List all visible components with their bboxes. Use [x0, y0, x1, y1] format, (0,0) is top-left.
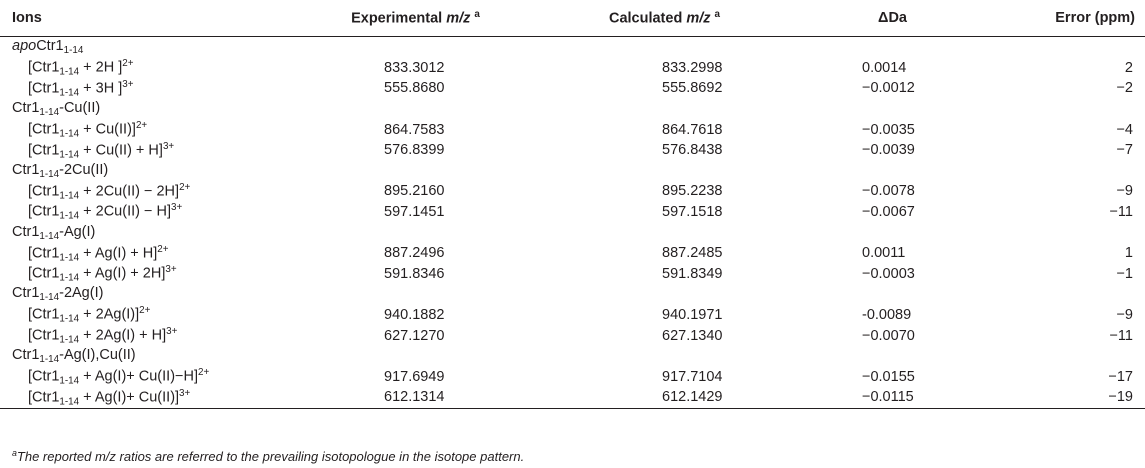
ion-formula: $[Ctr1_{1-14} + Ag(I)+ Cu(II)-H]^{2+}$: [28, 367, 210, 387]
table-row: [0, 387, 1145, 408]
table-body: [0, 37, 1145, 409]
table-row: [0, 181, 1145, 202]
group-label: $Ctr1_{1-14}-Ag(I)$: [12, 223, 96, 242]
group-label: $apoCtr1_{1-14}$: [12, 38, 84, 57]
table-header: [0, 0, 1145, 37]
experimental-mz-cell: 612.1314: [300, 387, 531, 408]
calculated-mz-cell: 555.8692: [662, 80, 723, 97]
group-row: [0, 346, 1145, 367]
ion-formula: $[Ctr1_{1-14} + Cu(II) + H]^{3+}$: [28, 140, 175, 160]
error-ppm-cell: 2: [1124, 59, 1133, 76]
header-experimental-mz: Experimental m/z $^a$: [300, 0, 531, 37]
delta-da-cell: −0.0115: [798, 387, 987, 408]
ion-formula: $[Ctr1_{1-14} + Ag(I) + H]^{2+}$: [28, 243, 169, 263]
error-ppm-cell: −11: [1109, 204, 1133, 221]
table-row: [0, 119, 1145, 140]
table-row: [0, 264, 1145, 285]
table-row: [0, 202, 1145, 223]
table-footnote: $^a$The reported m/z ratios are referred to the prevailing isotopologue in the isotope pattern.: [12, 448, 525, 464]
group-row: [0, 37, 1145, 58]
table-row: [0, 305, 1145, 326]
calculated-mz-cell: 591.8349: [662, 265, 723, 282]
experimental-mz-cell: 887.2496: [384, 245, 445, 262]
error-ppm-cell: −9: [1116, 183, 1133, 200]
header-calculated-mz: Calculated m/z $^a$: [531, 0, 798, 37]
ion-formula: $[Ctr1_{1-14} + 2Cu(II) - 2H]^{2+}$: [28, 181, 191, 202]
ion-formula: $[Ctr1_{1-14} + Cu(II)]^{2+}$: [28, 119, 148, 140]
calculated-mz-cell: 895.2238: [662, 183, 723, 200]
group-row: [0, 161, 1145, 182]
calculated-mz-cell: 833.2998: [662, 59, 723, 76]
table-row: [0, 58, 1145, 79]
table-row: [0, 367, 1145, 388]
ion-formula: $[Ctr1_{1-14} + 2Cu(II) - H]^{3+}$: [28, 202, 183, 222]
error-ppm-cell: −1: [1116, 265, 1133, 282]
error-ppm-cell: −4: [1116, 121, 1133, 138]
group-row: [0, 99, 1145, 120]
ion-formula: $[Ctr1_{1-14} + Ag(I) + 2H]^{3+}$: [28, 264, 177, 284]
calculated-mz-cell: 612.1429: [531, 387, 798, 408]
table-row: [0, 140, 1145, 161]
delta-da-cell: −0.0078: [862, 183, 915, 200]
delta-da-cell: −0.0070: [862, 327, 915, 344]
delta-da-cell: −0.0067: [862, 204, 915, 221]
group-label: $Ctr1_{1-14}-2Cu(II)$: [12, 161, 109, 180]
delta-da-cell: −0.0012: [862, 80, 915, 97]
ion-formula: $[Ctr1_{1-14} + Ag(I)+ Cu(II)]^{3+}$: [0, 387, 300, 408]
error-ppm-cell: −19: [987, 387, 1145, 408]
experimental-mz-cell: 627.1270: [384, 327, 445, 344]
error-ppm-cell: −9: [1116, 307, 1133, 324]
calculated-mz-cell: 627.1340: [662, 327, 723, 344]
delta-da-cell: −0.0035: [862, 121, 915, 138]
calculated-mz-cell: 597.1518: [662, 204, 723, 221]
header-delta-da: ΔDa: [798, 0, 987, 37]
experimental-mz-cell: 895.2160: [384, 183, 445, 200]
calculated-mz-cell: 864.7618: [662, 121, 723, 138]
experimental-mz-cell: 591.8346: [384, 265, 445, 282]
ion-formula: [$Ctr1_{1-14} + 2H$ ]$^{2+}$: [28, 58, 134, 78]
header-ions: Ions: [0, 0, 300, 37]
calculated-mz-cell: 887.2485: [662, 245, 723, 262]
delta-da-cell: −0.0003: [862, 265, 915, 282]
error-ppm-cell: 1: [1124, 245, 1133, 262]
ion-formula: $[Ctr1_{1-14} + 2Ag(I) + H]^{3+}$: [28, 325, 178, 346]
delta-da-cell: 0.0011: [862, 245, 906, 262]
header-error-ppm: Error (ppm): [987, 0, 1145, 37]
experimental-mz-cell: 917.6949: [384, 368, 445, 385]
calculated-mz-cell: 940.1971: [662, 307, 723, 324]
delta-da-cell: 0.0014: [862, 59, 907, 76]
experimental-mz-cell: 833.3012: [384, 59, 445, 76]
error-ppm-cell: −11: [1109, 327, 1133, 344]
error-ppm-cell: −2: [1116, 80, 1133, 97]
group-label: $Ctr1_{1-14}-Cu(II)$: [12, 100, 101, 119]
delta-da-cell: -0.0089: [862, 307, 912, 324]
group-label: $Ctr1_{1-14}-2Ag(I)$: [12, 285, 104, 304]
experimental-mz-cell: 576.8399: [384, 142, 445, 159]
group-label: $Ctr1_{1-14}-Ag(I),Cu(II)$: [12, 347, 136, 366]
experimental-mz-cell: 597.1451: [384, 204, 445, 221]
table-row: [0, 243, 1145, 264]
experimental-mz-cell: 940.1882: [384, 307, 445, 324]
ion-formula: $[Ctr1_{1-14} + 2Ag(I)]^{2+}$: [28, 305, 151, 325]
error-ppm-cell: −7: [1116, 142, 1133, 159]
group-row: [0, 284, 1145, 305]
experimental-mz-cell: 864.7583: [384, 121, 445, 138]
error-ppm-cell: −17: [1108, 368, 1133, 385]
calculated-mz-cell: 917.7104: [662, 368, 723, 385]
table-row: [0, 325, 1145, 346]
delta-da-cell: −0.0155: [862, 368, 915, 385]
ion-formula: [$Ctr1_{1-14} + 3H$ ]$^{3+}$: [28, 78, 134, 99]
group-row: [0, 222, 1145, 243]
table-row: [0, 78, 1145, 99]
experimental-mz-cell: 555.8680: [384, 80, 445, 97]
calculated-mz-cell: 576.8438: [662, 142, 723, 159]
delta-da-cell: −0.0039: [862, 142, 915, 159]
